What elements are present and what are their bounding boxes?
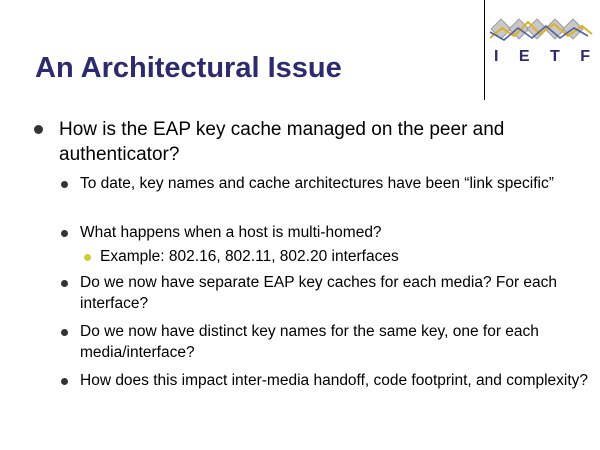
- logo-letter: I: [494, 48, 499, 65]
- slide-title: An Architectural Issue: [35, 52, 342, 84]
- sub-bullet: How does this impact inter-media handoff, code footprint, and complexity?: [80, 372, 589, 389]
- bullet-dot: [84, 254, 91, 261]
- ietf-logo-letters: [494, 48, 590, 66]
- logo-letter: T: [550, 48, 560, 65]
- sub-bullet: What happens when a host is multi-homed?: [80, 224, 382, 241]
- bullet-dot: [61, 230, 68, 237]
- sub-bullet: To date, key names and cache architectures have been “link specific”: [80, 175, 554, 192]
- sub-bullet: Do we now have separate EAP key caches for each media? For each interface?: [80, 274, 558, 312]
- logo-letter: F: [580, 48, 590, 65]
- bullet-dot: [61, 280, 68, 287]
- sub-sub-bullet: Example: 802.16, 802.11, 802.20 interfaces: [100, 248, 399, 265]
- bullet-dot: [34, 125, 43, 134]
- bullet-main: How is the EAP key cache managed on the peer and authenticator?: [59, 119, 505, 165]
- sub-bullet: Do we now have distinct key names for the same key, one for each media/interface?: [80, 323, 539, 361]
- bullet-dot: [61, 181, 68, 188]
- bullet-dot: [61, 329, 68, 336]
- bullet-dot: [61, 378, 68, 385]
- logo-letter: E: [518, 48, 530, 65]
